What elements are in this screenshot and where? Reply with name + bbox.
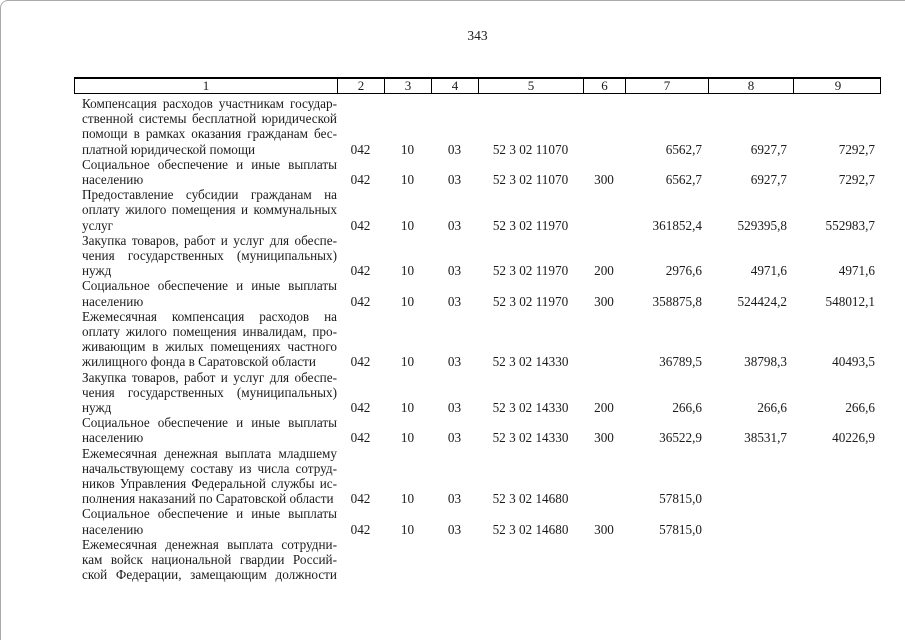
table-row [74, 537, 881, 583]
target-article-cell: 52 3 02 14680 [492, 491, 569, 507]
amount-year3-cell: 548012,1 [825, 293, 875, 309]
page-number: 343 [467, 28, 488, 43]
expense-name-line: Социальное обеспечение и иные выплаты [82, 278, 337, 294]
amount-year2-cell: 266,6 [757, 400, 787, 416]
expense-name-cell [74, 370, 337, 416]
target-article-cell: 52 3 02 11070 [492, 141, 569, 157]
expense-name-line: чения государственных (муниципальных) [82, 384, 337, 400]
expense-name-cell [74, 537, 337, 583]
section-code-cell: 10 [400, 354, 415, 370]
amount-year1-cell: 36522,9 [659, 430, 702, 446]
target-article-cell: 52 3 02 14680 [492, 521, 569, 537]
expense-name-line: услуг [82, 217, 114, 233]
grbs-code-cell: 042 [350, 141, 371, 157]
amount-year1-cell: 57815,0 [659, 491, 702, 507]
amount-year3-cell: 7292,7 [838, 141, 875, 157]
expense-name-line: платной юридической помощи [82, 141, 256, 157]
subsection-code-cell: 03 [447, 141, 462, 157]
expense-name-line: Социальное обеспечение и иные выплаты [82, 156, 337, 172]
grbs-code-cell: 042 [350, 400, 371, 416]
amount-year1-cell: 358875,8 [652, 293, 702, 309]
header-cell: 9 [834, 78, 842, 93]
expense-name-line: Предоставление субсидии гражданам на [82, 187, 337, 203]
subsection-code-cell: 03 [447, 491, 462, 507]
subsection-code-cell: 03 [447, 293, 462, 309]
section-code-cell: 10 [400, 217, 415, 233]
subsection-code-cell: 03 [447, 521, 462, 537]
expense-name-line: начальствующему составу из числа сотруд- [82, 460, 337, 476]
amount-year2-cell: 6927,7 [750, 141, 787, 157]
amount-year1-cell: 36789,5 [659, 354, 702, 370]
subsection-code-cell: 03 [447, 172, 462, 188]
table-row [74, 370, 881, 416]
target-article-cell: 52 3 02 14330 [492, 354, 569, 370]
section-code-cell: 10 [400, 263, 415, 279]
amount-year2-cell: 529395,8 [737, 217, 787, 233]
expense-name-line: Компенсация расходов участникам государ- [82, 96, 337, 111]
expense-name-line: ской Федерации, замещающим должности [82, 567, 337, 583]
expense-name-line: Ежемесячная денежная выплата сотрудни- [82, 536, 337, 552]
amount-year3-cell: 266,6 [845, 400, 875, 416]
expense-name-line: Социальное обеспечение и иные выплаты [82, 415, 337, 431]
target-article-cell: 52 3 02 14330 [492, 430, 569, 446]
expense-name-line: Закупка товаров, работ и услуг для обеспе- [82, 369, 337, 385]
amount-year3-cell: 40226,9 [832, 430, 875, 446]
expense-type-cell: 200 [594, 400, 614, 416]
expense-name-line: Ежемесячная денежная выплата младшему [82, 445, 337, 461]
target-article-cell: 52 3 02 11970 [492, 293, 569, 309]
amount-year2-cell: 38798,3 [744, 354, 787, 370]
expense-name-line: населению [82, 430, 144, 446]
expense-name-line: Ежемесячная компенсация расходов на [82, 308, 337, 324]
table-row [74, 233, 881, 279]
budget-table-body [74, 96, 881, 583]
header-cell: 1 [75, 79, 338, 93]
grbs-code-cell: 042 [350, 293, 371, 309]
table-row [74, 446, 881, 507]
grbs-code-cell: 042 [350, 263, 371, 279]
expense-name-cell [74, 187, 337, 233]
expense-name-cell [74, 278, 337, 308]
header-cell: 4 [432, 79, 479, 93]
amount-year3-cell: 4971,6 [838, 263, 875, 279]
amount-year1-cell: 2976,6 [665, 263, 702, 279]
subsection-code-cell: 03 [447, 217, 462, 233]
expense-name-line: ников Управления Федеральной службы ис- [82, 476, 337, 492]
section-code-cell: 10 [400, 172, 415, 188]
expense-name-cell [74, 157, 337, 187]
section-code-cell: 10 [400, 430, 415, 446]
header-cell: 7 [626, 79, 709, 93]
header-cell: 3 [385, 79, 432, 93]
header-cell: 8 [709, 79, 794, 93]
expense-name-cell [74, 415, 337, 445]
expense-name-line: полнения наказаний по Саратовской области [82, 491, 334, 507]
amount-year2-cell: 38531,7 [744, 430, 787, 446]
grbs-code-cell: 042 [350, 354, 371, 370]
expense-name-line: населению [82, 521, 144, 537]
grbs-code-cell: 042 [350, 521, 371, 537]
expense-name-line: оплату жилого помещения и коммунальных [82, 202, 337, 218]
section-code-cell: 10 [400, 491, 415, 507]
amount-year1-cell: 266,6 [672, 400, 702, 416]
amount-year2-cell: 524424,2 [737, 293, 787, 309]
amount-year1-cell: 361852,4 [652, 217, 702, 233]
target-article-cell: 52 3 02 11970 [492, 263, 569, 279]
section-code-cell: 10 [400, 293, 415, 309]
target-article-cell: 52 3 02 11070 [492, 172, 569, 188]
target-article-cell: 52 3 02 11970 [492, 217, 569, 233]
amount-year3-cell: 552983,7 [825, 217, 875, 233]
table-row [74, 309, 881, 370]
expense-name-line: нужд [82, 400, 112, 416]
section-code-cell: 10 [400, 141, 415, 157]
expense-name-cell [74, 506, 337, 536]
expense-name-line: чения государственных (муниципальных) [82, 248, 337, 264]
subsection-code-cell: 03 [447, 430, 462, 446]
expense-name-line: ственной системы бесплатной юридической [82, 111, 337, 127]
grbs-code-cell: 042 [350, 430, 371, 446]
table-row [74, 187, 881, 233]
amount-year3-cell: 7292,7 [838, 172, 875, 188]
expense-name-line: Закупка товаров, работ и услуг для обеспе- [82, 232, 337, 248]
table-row [74, 278, 881, 308]
expense-type-cell: 300 [594, 293, 614, 309]
expense-type-cell: 300 [594, 172, 614, 188]
table-row [74, 415, 881, 445]
grbs-code-cell: 042 [350, 491, 371, 507]
table-header-row [74, 77, 881, 94]
expense-name-line: помощи в рамках оказания гражданам бес- [82, 126, 337, 142]
expense-name-cell [74, 233, 337, 279]
expense-type-cell: 300 [594, 521, 614, 537]
header-cell: 5 [479, 79, 584, 93]
expense-name-line: оплату жилого помещения инвалидам, про- [82, 324, 337, 340]
amount-year1-cell: 57815,0 [659, 521, 702, 537]
section-code-cell: 10 [400, 521, 415, 537]
amount-year3-cell: 40493,5 [832, 354, 875, 370]
table-row [74, 157, 881, 187]
header-cell: 6 [584, 79, 626, 93]
table-row [74, 96, 881, 157]
table-row [74, 506, 881, 536]
expense-type-cell: 200 [594, 263, 614, 279]
expense-name-cell [74, 446, 337, 507]
expense-name-cell [74, 96, 337, 157]
subsection-code-cell: 03 [447, 400, 462, 416]
amount-year1-cell: 6562,7 [665, 172, 702, 188]
target-article-cell: 52 3 02 14330 [492, 400, 569, 416]
amount-year2-cell: 6927,7 [750, 172, 787, 188]
subsection-code-cell: 03 [447, 263, 462, 279]
expense-name-line: Социальное обеспечение и иные выплаты [82, 506, 337, 522]
grbs-code-cell: 042 [350, 217, 371, 233]
section-code-cell: 10 [400, 400, 415, 416]
grbs-code-cell: 042 [350, 172, 371, 188]
expense-name-line: живающим в жилых помещениях частного [82, 339, 337, 355]
expense-name-line: населению [82, 293, 144, 309]
expense-name-line: нужд [82, 263, 112, 279]
amount-year1-cell: 6562,7 [665, 141, 702, 157]
expense-name-line: жилищного фонда в Саратовской области [82, 354, 316, 370]
expense-type-cell: 300 [594, 430, 614, 446]
header-cell: 2 [338, 79, 385, 93]
expense-name-line: населению [82, 172, 144, 188]
subsection-code-cell: 03 [447, 354, 462, 370]
expense-name-line: кам войск национальной гвардии Россий- [82, 552, 337, 568]
expense-name-cell [74, 309, 337, 370]
amount-year2-cell: 4971,6 [750, 263, 787, 279]
